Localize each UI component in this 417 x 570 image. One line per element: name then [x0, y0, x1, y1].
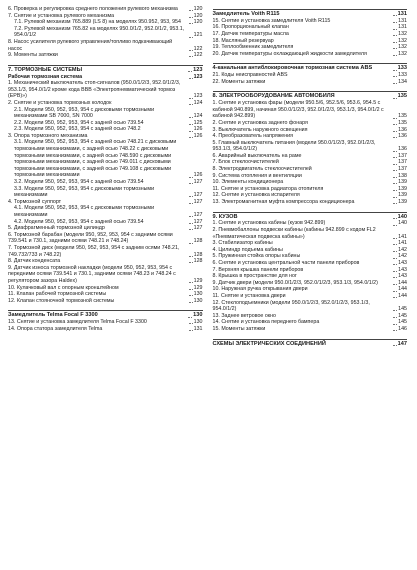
- toc-dot-leader: [189, 98, 193, 99]
- toc-entry[interactable]: [213, 166, 408, 173]
- toc-dot-leader: [188, 71, 192, 72]
- toc-entry[interactable]: [8, 6, 203, 13]
- toc-page-number: 131: [193, 325, 203, 332]
- toc-entry-title: 8. Крышка в пространстве для ног: [212, 273, 297, 280]
- toc-entry-title: 4. Цилиндр подъема кабины: [212, 246, 283, 253]
- toc-dot-leader: [189, 37, 193, 38]
- toc-page-number: 126: [193, 126, 203, 133]
- toc-entry[interactable]: [213, 120, 408, 127]
- toc-page-number: 145: [398, 319, 407, 326]
- toc-spacer: [8, 59, 203, 62]
- toc-entry[interactable]: [8, 298, 203, 305]
- toc-page-number: 126: [193, 172, 203, 179]
- toc-dot-leader: [393, 48, 397, 49]
- toc-entry-title: 17. Датчик температуры масла: [212, 30, 289, 37]
- toc-dot-leader: [393, 22, 397, 23]
- toc-entry-title: 8. Датчик конденсата: [8, 258, 61, 265]
- toc-dot-leader: [393, 277, 397, 278]
- toc-entry[interactable]: [8, 19, 203, 26]
- toc-entry[interactable]: [213, 280, 408, 287]
- toc-dot-leader: [393, 310, 397, 311]
- toc-page-number: 129: [193, 284, 203, 291]
- toc-entry-title: СХЕМЫ ЭЛЕКТРИЧЕСКИХ СОЕДИНЕНИЙ: [212, 340, 326, 347]
- toc-page-number: 123: [193, 73, 203, 80]
- toc-entry[interactable]: [8, 225, 203, 232]
- toc-entry-title: 8. Электродвигатель стеклоочистителей: [212, 166, 312, 173]
- toc-entry-title: 7. Верхняя крышка панели приборов: [212, 266, 304, 273]
- toc-entry-title: 7. ТОРМОЗНЫЕ СИСТЕМЫ: [8, 66, 83, 73]
- toc-page-number: 131: [398, 17, 407, 24]
- toc-page-number: 125: [193, 119, 203, 126]
- toc-entry-title: 8. ЭЛЕКТРООБОРУДОВАНИЕ АВТОМОБИЛЯ: [212, 93, 335, 100]
- toc-page-number: 140: [398, 220, 407, 227]
- toc-dot-leader: [189, 183, 193, 184]
- toc-dot-leader: [189, 243, 193, 244]
- toc-dot-leader: [393, 244, 397, 245]
- toc-entry[interactable]: [213, 267, 408, 274]
- toc-page-number: 120: [193, 12, 203, 19]
- toc-page-number: 144: [398, 292, 407, 299]
- toc-entry-title: 2.2. Модели 950, 952, 953, 954 с задней осью 739.54: [14, 119, 144, 126]
- toc-entry-title: 10. Кулачковый вал с опорным кронштейном: [8, 284, 119, 291]
- toc-entry-title: 11. Клапан рабочей тормозной системы: [8, 291, 107, 298]
- toc-dot-leader: [189, 23, 193, 24]
- toc-page-number: 133: [397, 65, 407, 72]
- toc-page-number: 127: [193, 218, 203, 225]
- toc-entry[interactable]: [213, 100, 408, 120]
- toc-dot-leader: [393, 284, 397, 285]
- toc-entry-title: 2.3. Модели 950, 952, 953, 954 с задней осью 748.2: [14, 126, 141, 133]
- toc-entry[interactable]: [213, 44, 408, 51]
- toc-entry-title: 5. Диафрагменный тормозной цилиндр: [8, 225, 105, 232]
- toc-dot-leader: [393, 29, 397, 30]
- toc-dot-leader: [393, 203, 397, 204]
- toc-page-number: 132: [398, 37, 407, 44]
- toc-page-number: 130: [193, 291, 203, 298]
- toc-entry-title: 4.1. Модели 950, 952, 953, 954 с дисковыми тормозными механизмами: [14, 205, 155, 219]
- toc-entry-title: 13. Снятие и установка замедлителя Telma Focal F 3300: [8, 319, 147, 326]
- toc-entry-title: 3.2. Модели 950, 952, 953, 954 с задней осью 739.54: [14, 179, 144, 186]
- toc-entry-title: Замедлитель Voith R115: [212, 11, 280, 17]
- toc-page-number: 127: [193, 179, 203, 186]
- toc-dot-leader: [189, 104, 193, 105]
- toc-entry[interactable]: [8, 52, 203, 59]
- toc-entry-title: 20. Датчик температуры охлаждающей жидкости замедлителя: [212, 50, 367, 57]
- toc-dot-leader: [189, 295, 193, 296]
- toc-dot-leader: [393, 170, 397, 171]
- toc-entry-title: 12. Клапан стояночной тормозной системы: [8, 297, 115, 304]
- toc-entry-title: 1. Снятие и установка кабины (кузов 942.899): [212, 220, 326, 227]
- toc-entry-title: 13. Заднее ветровое окно: [212, 312, 276, 319]
- toc-dot-leader: [393, 264, 397, 265]
- toc-dot-leader: [393, 324, 397, 325]
- toc-dot-leader: [393, 131, 397, 132]
- toc-section-heading[interactable]: [213, 9, 408, 18]
- toc-entry[interactable]: [213, 300, 408, 313]
- toc-entry[interactable]: [213, 286, 408, 293]
- toc-entry-title: 16. Пропорциональный клапан: [212, 24, 289, 31]
- toc-page-number: 132: [398, 44, 407, 51]
- toc-entry[interactable]: [213, 51, 408, 58]
- toc-page-number: 143: [398, 260, 407, 266]
- toc-entry-title: 6. Снятие и установка центральной части панели приборов: [212, 260, 360, 266]
- toc-dot-leader: [393, 83, 397, 84]
- toc-dot-leader: [393, 118, 397, 119]
- toc-page-number: 130: [193, 312, 203, 319]
- toc-dot-leader: [189, 289, 193, 290]
- toc-dot-leader: [189, 124, 193, 125]
- toc-spacer: [213, 333, 408, 336]
- toc-dot-leader: [393, 42, 397, 43]
- toc-entry[interactable]: [213, 313, 408, 320]
- toc-dot-leader: [189, 223, 193, 224]
- toc-dot-leader: [393, 218, 397, 219]
- toc-dot-leader: [189, 262, 193, 263]
- toc-entry[interactable]: [8, 179, 203, 186]
- toc-page-number: 131: [398, 24, 407, 31]
- toc-entry-title: 9. Датчик двери (модели 950.0/1/2/3, 952.0/1/2/3, 953.1/3, 954.0/1/2): [212, 279, 378, 286]
- toc-dot-leader: [393, 76, 397, 77]
- toc-page-number: 120: [193, 6, 203, 12]
- toc-entry[interactable]: [213, 31, 408, 38]
- toc-entry-title: 18. Масляный резервуар: [212, 37, 274, 44]
- toc-page-number: 127: [193, 212, 203, 219]
- toc-page-number: 135: [398, 119, 407, 126]
- toc-page-number: 146: [398, 325, 407, 332]
- toc-page-number: 134: [398, 78, 407, 85]
- toc-entry[interactable]: [8, 107, 203, 120]
- toc-page-number: 139: [398, 179, 407, 186]
- toc-entry-title: 1. Механический выключатель стоп-сигналов (950.0/1/2/3, 952.0/1/2/3, 953.1/3, 954.0/1/2 кроме кода ВВВ «Электропневматический тормоз (EPB)»): [8, 80, 181, 100]
- toc-entry[interactable]: [213, 72, 408, 79]
- toc-entry[interactable]: [8, 265, 203, 285]
- toc-dot-leader: [189, 131, 193, 132]
- toc-entry-title: 3. Стабилизатор кабины: [212, 240, 273, 247]
- toc-entry-title: 13. Электромагнитная муфта компрессора кондиционера: [212, 199, 355, 206]
- toc-section-heading[interactable]: [213, 212, 408, 221]
- toc-page-number: 123: [193, 66, 203, 73]
- toc-page-number: 128: [193, 251, 203, 258]
- toc-entry[interactable]: [8, 80, 203, 100]
- toc-entry-title: 9. Датчик износа тормозной накладки (модели 950, 952, 953, 954 с передними осями 739.541 и 730.1, задними осями 748.23 и 748.24 с регулятором зазора Haldex): [8, 264, 176, 284]
- toc-dot-leader: [393, 157, 397, 158]
- toc-entry-title: 10. Элементы кондиционера: [212, 179, 284, 186]
- toc-page-number: 144: [398, 279, 407, 286]
- toc-entry[interactable]: [213, 199, 408, 206]
- toc-entry-title: 9. Моменты затяжки: [8, 52, 58, 59]
- toc-entry-title: 22. Моменты затяжки: [212, 78, 266, 85]
- toc-entry-title: 7. Тормозной диск (модели 950, 952, 953, 954 с задним осями 748.21, 749.732/733 и 748.22): [8, 244, 180, 258]
- toc-dot-leader: [189, 10, 193, 11]
- toc-entry-title: 21. Коды неисправностей ABS: [212, 72, 288, 79]
- toc-entry[interactable]: [213, 260, 408, 267]
- toc-section-heading[interactable]: [213, 63, 408, 72]
- toc-entry[interactable]: [213, 319, 408, 326]
- toc-page-number: 121: [193, 32, 203, 39]
- toc-entry[interactable]: [8, 126, 203, 133]
- toc-page-number: 139: [398, 192, 407, 199]
- toc-dot-leader: [393, 317, 397, 318]
- toc-entry-title: 2. Снятие и установка тормозных колодок: [8, 99, 112, 106]
- toc-dot-leader: [189, 323, 193, 324]
- toc-page-number: 124: [193, 113, 203, 120]
- toc-page-number: 145: [398, 306, 407, 313]
- toc-dot-leader: [393, 151, 397, 152]
- toc-section-heading[interactable]: [213, 91, 408, 100]
- toc-page-number: 143: [398, 266, 407, 273]
- toc-page-number: 137: [398, 166, 407, 173]
- toc-page-number: 131: [397, 11, 407, 17]
- toc-page-number: 137: [398, 159, 407, 166]
- toc-dot-leader: [393, 330, 397, 331]
- toc-dot-leader: [393, 35, 397, 36]
- toc-dot-leader: [189, 78, 193, 79]
- toc-dot-leader: [393, 251, 397, 252]
- toc-page-number: 123: [193, 93, 203, 100]
- toc-entry-title: 8. Насос усилителя рулевого управления/топливо подкачивающий насос: [8, 38, 173, 52]
- toc-entry[interactable]: [213, 293, 408, 300]
- toc-entry[interactable]: [8, 258, 203, 265]
- toc-entry[interactable]: [8, 186, 203, 199]
- toc-page-number: 142: [398, 253, 407, 260]
- toc-entry[interactable]: [213, 24, 408, 31]
- toc-spacer: [8, 304, 203, 307]
- toc-entry-title: 12. Снятие и установка испарителя: [212, 192, 300, 199]
- toc-entry-title: 2.1. Модели 950, 952, 953, 954 с дисковыми тормозными механизмами SB 7000, SN 7000: [14, 106, 155, 120]
- toc-entry-title: Замедлитель Telma Focal F 3300: [8, 312, 98, 319]
- toc-page-number: 140: [397, 213, 407, 220]
- toc-page-number: 128: [193, 258, 203, 265]
- toc-spacer: [213, 57, 408, 60]
- toc-entry-title: 7. Снятие и установка рулевого механизма: [8, 12, 115, 19]
- toc-entry[interactable]: [8, 139, 203, 179]
- toc-entry[interactable]: [8, 291, 203, 298]
- toc-page-number: 132: [398, 30, 407, 37]
- toc-entry[interactable]: [213, 227, 408, 240]
- toc-dot-leader: [189, 229, 193, 230]
- toc-dot-leader: [393, 164, 397, 165]
- toc-entry-title: 12. Стеклоподъемники (модели 950.0/1/2/3, 952.0/1/2/3, 953.1/3, 954.0/1/2): [212, 299, 370, 313]
- toc-page-number: 132: [398, 50, 407, 57]
- toc-entry[interactable]: [8, 100, 203, 107]
- toc-entry-title: 3.1. Модели 950, 952, 953, 954 с задней осью 748.21 с дисковыми тормозными механизмами, с задней осью 748.22 с дисковыми тормозными механизмами, с задней осью 748.590 с дисковыми тормозными механизмами, с задней осью 749.011 с дисковыми тормозными механизмами, с задней осью 749.108 с дисковыми тормозными механизмами: [14, 139, 177, 179]
- toc-dot-leader: [393, 15, 397, 16]
- toc-dot-leader: [393, 291, 397, 292]
- toc-entry[interactable]: [213, 38, 408, 45]
- toc-dot-leader: [393, 124, 397, 125]
- toc-dot-leader: [393, 258, 397, 259]
- toc-page-number: 135: [398, 113, 407, 120]
- toc-page-number: 137: [398, 152, 407, 159]
- toc-entry-title: 7. Блок стеклоочистителей: [212, 159, 279, 166]
- toc-page-number: 136: [398, 126, 407, 133]
- toc-section-heading[interactable]: [213, 339, 408, 348]
- toc-page-number: 135: [397, 93, 407, 100]
- toc-entry[interactable]: [213, 133, 408, 140]
- toc-entry-title: 14. Снятие и установка переднего бампера: [212, 319, 320, 326]
- toc-page-number: 144: [398, 286, 407, 293]
- toc-page-number: 147: [397, 340, 407, 347]
- toc-dot-leader: [189, 282, 193, 283]
- toc-entry[interactable]: [8, 39, 203, 52]
- toc-spacer: [213, 206, 408, 209]
- toc-entry-title: 7.1. Рулевой механизм 765.889 (LS 8) на моделях 950.952, 953, 954: [14, 19, 181, 26]
- toc-page-number: 120: [193, 19, 203, 26]
- toc-dot-leader: [393, 197, 397, 198]
- toc-page-number: 143: [398, 273, 407, 280]
- toc-page-number: 122: [193, 52, 203, 59]
- toc-entry-title: 10. Наружная ручка открывания двери: [212, 286, 308, 293]
- toc-section-heading[interactable]: [8, 65, 203, 74]
- toc-entry-title: 19. Теплообменник замедлителя: [212, 44, 294, 51]
- toc-entry-title: 9. Система отопления и вентиляции: [212, 172, 302, 179]
- toc-entry-title: 5. Пружинная стойка опоры кабины: [212, 253, 301, 260]
- toc-page-number: 127: [193, 198, 203, 205]
- toc-dot-leader: [188, 317, 192, 318]
- toc-entry[interactable]: [213, 79, 408, 86]
- toc-spacer: [213, 85, 408, 88]
- toc-entry[interactable]: [8, 319, 203, 326]
- toc-section-heading[interactable]: [8, 310, 203, 319]
- toc-dot-leader: [393, 190, 397, 191]
- toc-page-number: 130: [193, 297, 203, 304]
- toc-page-number: 139: [398, 185, 407, 192]
- toc-entry-title: 6. Тормозной барабан (модели 950, 952, 953, 954 с задними осями 739.541 и 730.1, задними осями 748.21 и 748.24): [8, 231, 173, 245]
- toc-page-number: 138: [398, 172, 407, 179]
- toc-dot-leader: [189, 17, 193, 18]
- toc-entry-title: 9. КУЗОВ: [212, 213, 238, 220]
- toc-dot-leader: [189, 177, 193, 178]
- toc-dot-leader: [393, 238, 397, 239]
- toc-entry[interactable]: [213, 326, 408, 333]
- toc-dot-leader: [189, 50, 193, 51]
- toc-dot-leader: [189, 137, 193, 138]
- toc-entry[interactable]: [213, 186, 408, 193]
- toc-entry[interactable]: [213, 253, 408, 260]
- toc-entry-title: Рабочая тормозная система: [8, 73, 83, 80]
- toc-dot-leader: [393, 271, 397, 272]
- toc-entry-title: 11. Снятие и установка двери: [212, 292, 286, 299]
- toc-dot-leader: [189, 330, 193, 331]
- toc-entry[interactable]: [8, 199, 203, 206]
- toc-dot-leader: [393, 177, 397, 178]
- toc-page-number: 130: [193, 319, 203, 326]
- toc-page-number: 127: [193, 192, 203, 199]
- toc-entry-title: 14. Опора статора замедлителя Telma: [8, 325, 103, 332]
- toc-page-number: 141: [398, 240, 407, 247]
- toc-page-number: 133: [398, 72, 407, 79]
- toc-page-number: 129: [193, 277, 203, 284]
- toc-dot-leader: [393, 225, 397, 226]
- toc-entry[interactable]: [213, 179, 408, 186]
- toc-page-number: 136: [398, 146, 407, 153]
- toc-entry-title: 4. Преобразователь напряжения: [212, 133, 293, 140]
- toc-right-column: [213, 6, 408, 566]
- toc-entry-title: 6. Проверка и регулировка среднего положения рулевого механизма: [8, 6, 178, 12]
- toc-entry-title: 4.2. Модели 950, 952, 953, 954 с задней осью 739.54: [14, 218, 144, 225]
- toc-page-number: 145: [398, 312, 407, 319]
- toc-page-number: 141: [398, 233, 407, 240]
- toc-entry-title: 6. Аварийный выключатель на раме: [212, 152, 302, 159]
- toc-page-number: 136: [398, 133, 407, 140]
- toc-entry-title: 3. Опора тормозного механизма: [8, 132, 88, 139]
- toc-page-number: 142: [398, 246, 407, 253]
- toc-entry[interactable]: [213, 127, 408, 134]
- toc-entry[interactable]: [213, 220, 408, 227]
- toc-dot-leader: [189, 56, 193, 57]
- toc-entry[interactable]: [213, 273, 408, 280]
- toc-entry-title: 3. Выключатель наружного освещения: [212, 126, 308, 133]
- toc-dot-leader: [393, 297, 397, 298]
- toc-entry[interactable]: [8, 26, 203, 39]
- toc-entry-title: 7.2. Рулевой механизм 765.82 на моделях 950.0/1/2, 952.0/1/2, 953.1, 954.0/1/2: [14, 25, 185, 39]
- toc-entry[interactable]: [213, 140, 408, 153]
- toc-dot-leader: [189, 196, 193, 197]
- toc-dot-leader: [189, 117, 193, 118]
- toc-page-number: 139: [398, 199, 407, 206]
- toc-page-number: 128: [193, 238, 203, 245]
- toc-dot-leader: [393, 98, 397, 99]
- toc-dot-leader: [189, 203, 193, 204]
- toc-entry[interactable]: [213, 173, 408, 180]
- toc-entry[interactable]: [213, 240, 408, 247]
- toc-page-number: 124: [193, 99, 203, 106]
- toc-entry[interactable]: [213, 192, 408, 199]
- toc-entry[interactable]: [8, 245, 203, 258]
- toc-entry[interactable]: [8, 232, 203, 245]
- toc-dot-leader: [393, 70, 397, 71]
- toc-entry-title: 4. Тормозной суппорт: [8, 198, 62, 205]
- toc-dot-leader: [189, 256, 193, 257]
- toc-entry-title: 15. Снятие и установка замедлителя Voith R115: [212, 17, 331, 24]
- toc-dot-leader: [393, 137, 397, 138]
- toc-entry-title: 3.3. Модели 950, 952, 953, 954 с дисковыми тормозными механизмами: [14, 185, 155, 199]
- toc-dot-leader: [393, 345, 397, 346]
- toc-dot-leader: [393, 55, 397, 56]
- toc-dot-leader: [189, 302, 193, 303]
- toc-entry-title: 2. Пневмобаллоны подвески кабины (кабины 942.899 с кодом FL2 «Пневматическая подвеска кабины»): [212, 227, 376, 240]
- toc-entry-title: 2. Снятие и установка заднего фонаря: [212, 119, 308, 126]
- toc-entry-title: 4-канальная антиблокировочная тормозная система ABS: [212, 65, 373, 72]
- toc-entry-title: 5. Главный выключатель питания (модели 950.0/1/2/3, 952.0/1/2/3, 953.1/3, 954.0/1/2): [212, 139, 376, 153]
- toc-entry[interactable]: [8, 326, 203, 333]
- toc-page-number: 127: [193, 225, 203, 232]
- toc-dot-leader: [393, 183, 397, 184]
- toc-entry[interactable]: [8, 205, 203, 218]
- toc-dot-leader: [189, 216, 193, 217]
- toc-entry-title: 11. Снятие и установка радиатора отопителя: [212, 185, 324, 192]
- toc-entry-title: 1. Снятие и установка фары (модели 950.5/6, 952.5/6, 953.6, 954.5 с кабиной 940.899, начиная 950.0/1/2/3, 952.0/1/2/3, 953.1/3, 954.0/1/2 с кабиной 942.899): [212, 100, 384, 120]
- toc-entry-title: 15. Моменты затяжки: [212, 325, 266, 332]
- toc-page-number: 126: [193, 132, 203, 139]
- toc-page-number: 122: [193, 45, 203, 52]
- toc-left-column: [8, 6, 203, 566]
